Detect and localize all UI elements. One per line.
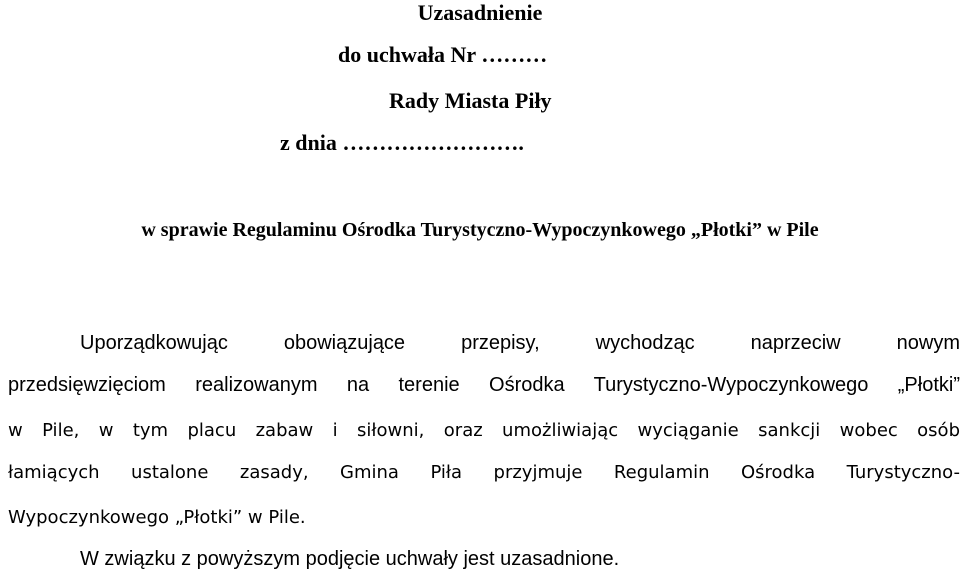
resolution-subject: w sprawie Regulaminu Ośrodka Turystyczno-Wypoczynkowego „Płotki” w Pile	[141, 219, 819, 241]
council-name-line: Rady Miasta Piły	[389, 88, 552, 113]
resolution-number-line: do uchwała Nr ………	[338, 42, 548, 67]
body-line-2: przedsięwzięciom realizowanym na terenie Ośrodka Turystyczno-Wypoczynkowego „Płotki”	[8, 374, 960, 396]
body-line-1: Uporządkowując obowiązujące przepisy, wychodząc naprzeciw nowym	[80, 332, 960, 354]
closing-sentence: W związku z powyższym podjęcie uchwały jest uzasadnione.	[80, 548, 620, 570]
date-line: z dnia …………………….	[280, 130, 524, 155]
body-line-5: Wypoczynkowego „Płotki” w Pile.	[8, 507, 306, 528]
body-line-4: łamiących ustalone zasady, Gmina Piła przyjmuje Regulamin Ośrodka Turystyczno-	[8, 462, 960, 483]
body-line-3: w Pile, w tym placu zabaw i siłowni, oraz umożliwiając wyciąganie sankcji wobec osób	[8, 420, 960, 441]
document-title: Uzasadnienie	[417, 0, 543, 25]
